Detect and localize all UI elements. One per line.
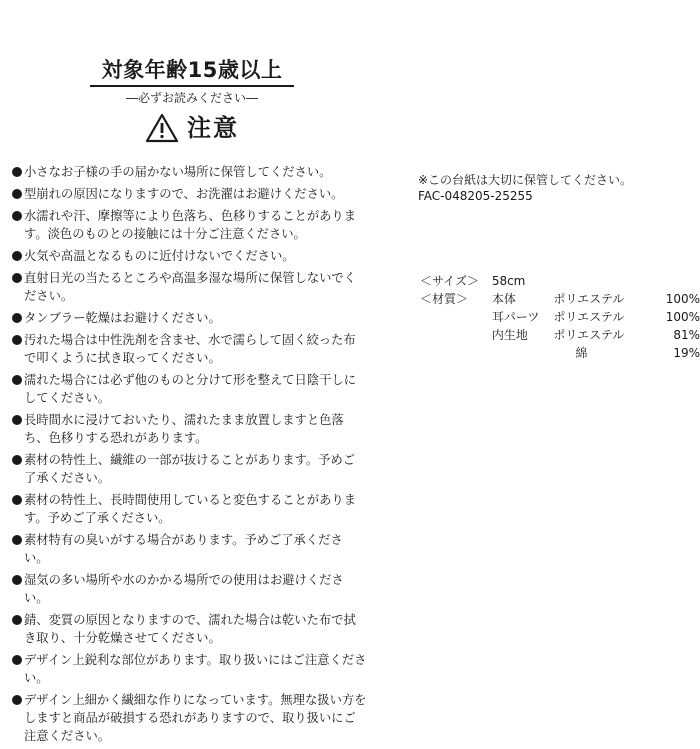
title-underline — [90, 85, 294, 87]
bullet-icon — [12, 335, 22, 345]
warning-triangle-icon — [145, 113, 179, 143]
material-name: ポリエステル — [553, 328, 625, 342]
warning-item: 小さなお子様の手の届かない場所に保管してください。 — [12, 163, 367, 181]
size-row — [420, 272, 700, 290]
warning-list — [12, 163, 367, 749]
warning-item: デザイン上鋭利な部位があります。取り扱いにはご注意ください。 — [12, 651, 367, 687]
warning-item: 錆、変質の原因となりますので、濡れた場合は乾いた布で拭き取り、十分乾燥させてください。 — [12, 611, 367, 647]
material-name: 綿 — [575, 346, 588, 360]
material-row — [420, 326, 700, 344]
warning-item: 直射日光の当たるところや高温多湿な場所に保管しないでください。 — [12, 269, 367, 305]
warning-item: 火気や高温となるものに近付けないでください。 — [12, 247, 367, 265]
warning-item: 素材特有の臭いがする場合があります。予めご了承ください。 — [12, 531, 367, 567]
bullet-icon — [12, 495, 22, 505]
age-rating-title: 対象年齢15歳以上 — [101, 58, 283, 82]
please-read-subtitle: ―必ずお読みください― — [125, 91, 258, 105]
warning-item: 素材の特性上、長時間使用していると変色することがあります。予めご了承ください。 — [12, 491, 367, 527]
material-row — [420, 344, 700, 362]
bullet-icon — [12, 167, 22, 177]
bullet-icon — [12, 455, 22, 465]
product-code: FAC-048205-25255 — [418, 189, 533, 203]
material-part: 内生地 — [491, 328, 528, 342]
material-percent: 100% — [665, 292, 700, 306]
warning-item: タンブラー乾燥はお避けください。 — [12, 309, 367, 327]
bullet-icon — [12, 575, 22, 585]
material-row — [420, 290, 700, 308]
material-label: ＜材質＞ — [420, 292, 469, 306]
material-percent: 81% — [673, 328, 700, 342]
warning-item: 濡れた場合には必ず他のものと分けて形を整えて日陰干しにしてください。 — [12, 371, 367, 407]
warning-item: 長時間水に浸けておいたり、濡れたまま放置しますと色落ち、色移りする恐れがあります。 — [12, 411, 367, 447]
material-percent: 19% — [673, 346, 700, 360]
material-part: 耳パーツ — [491, 310, 540, 324]
warning-item: 型崩れの原因になりますので、お洗濯はお避けください。 — [12, 185, 367, 203]
notes-block — [418, 172, 688, 204]
keep-card-note: ※この台紙は大切に保管してください。 — [418, 173, 633, 187]
warning-item: 汚れた場合は中性洗剤を含ませ、水で濡らして固く絞った布で叩くように拭き取ってください。 — [12, 331, 367, 367]
bullet-icon — [12, 211, 22, 221]
bullet-icon — [12, 695, 22, 705]
material-name: ポリエステル — [553, 310, 625, 324]
warning-item: 湿気の多い場所や水のかかる場所での使用はお避けください。 — [12, 571, 367, 607]
bullet-icon — [12, 535, 22, 545]
warning-item: 素材の特性上、繊維の一部が抜けることがあります。予めご了承ください。 — [12, 451, 367, 487]
bullet-icon — [12, 189, 22, 199]
material-percent: 100% — [665, 310, 700, 324]
bullet-icon — [12, 251, 22, 261]
warning-item: デザイン上細かく繊細な作りになっています。無理な扱い方をしますと商品が破損する恐れがありますので、取り扱いにご注意ください。 — [12, 691, 367, 745]
material-row — [420, 308, 700, 326]
bullet-icon — [12, 655, 22, 665]
spec-table — [420, 272, 700, 362]
size-value: 58cm — [491, 274, 526, 288]
bullet-icon — [12, 415, 22, 425]
material-part: 本体 — [491, 292, 516, 306]
material-part — [492, 344, 554, 362]
size-label: ＜サイズ＞ — [420, 274, 480, 288]
label-header — [90, 56, 294, 143]
bullet-icon — [12, 313, 22, 323]
bullet-icon — [12, 375, 22, 385]
bullet-icon — [12, 615, 22, 625]
bullet-icon — [12, 273, 22, 283]
warning-item: 水濡れや汗、摩擦等により色落ち、色移りすることがあります。淡色のものとの接触には十分ご注意ください。 — [12, 207, 367, 243]
caution-label: 注意 — [187, 114, 239, 142]
material-name: ポリエステル — [553, 292, 625, 306]
caution-heading — [90, 113, 294, 143]
